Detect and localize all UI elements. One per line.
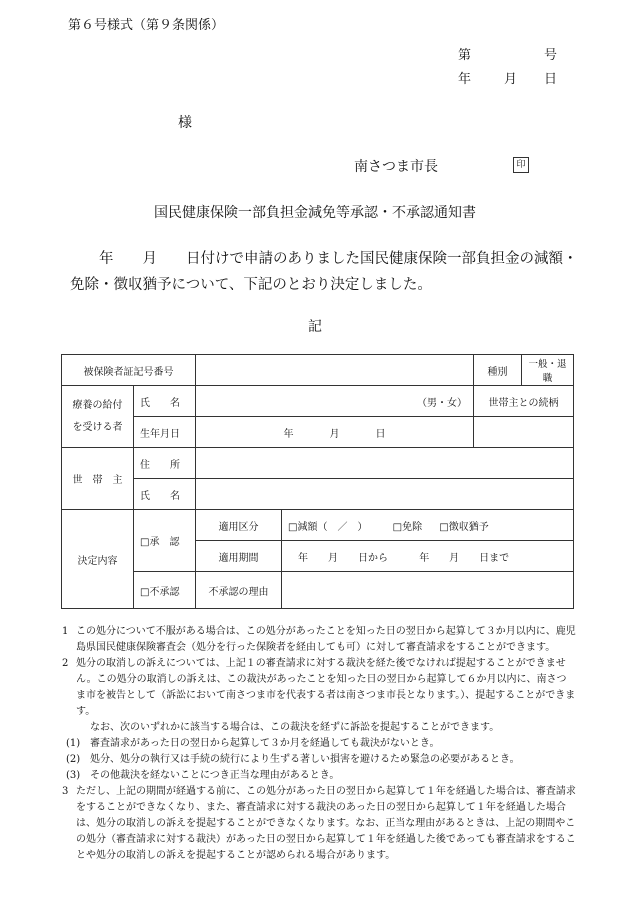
- decision-label: 決定内容: [62, 510, 134, 609]
- form-number-label: 第６号様式（第９条関係）: [68, 18, 225, 33]
- reduce-checkbox[interactable]: □減額（ ／ ）: [288, 521, 368, 533]
- period-label: 適用期間: [196, 541, 282, 572]
- name-label: 氏 名: [134, 386, 196, 417]
- date-day-label: 日: [544, 72, 558, 87]
- sub-2-text: 処分、処分の執行又は手続の続行により生ずる著しい損害を避けるため緊急の必要があるとき。: [90, 754, 520, 765]
- type-label: 種別: [474, 355, 522, 386]
- note-3-text: ただし、上記の期間が経過する前に、この処分があった日の翌日から起算して１年を経過した場合は、審査請求をすることができなくなり、また、審査請求に対する裁決のあった日の翌日から起算して１年を経過した場合は、処分の取消しの訴えを提起することができなくなります。なお、正当な理由があるときは、上記の期間やこの処分（審査請求に対する裁決）があった日の翌日から起算して１年を経過した後であっても審査請求をすることや処分の取消しの訴えを提起することが認められる場合があります。: [76, 786, 576, 861]
- note-2-exception: なお、次のいずれかに該当する場合は、この裁決を経ずに訴訟を提起することができます。: [90, 722, 500, 733]
- householder-label: 世 帯 主: [62, 448, 134, 510]
- recipient-label: [62, 386, 134, 448]
- relation-label: 世帯主との続柄: [474, 386, 574, 417]
- sub-3-number: (3): [66, 770, 81, 781]
- note-2-sub-3: [62, 768, 576, 784]
- sex-options: （男・女）: [417, 397, 468, 409]
- exempt-checkbox[interactable]: □免除: [392, 521, 423, 533]
- notes-section: [62, 624, 576, 864]
- category-options: [282, 510, 574, 541]
- note-3: [62, 784, 576, 864]
- dob-label: 生年月日: [134, 417, 196, 448]
- sub-2-number: (2): [66, 754, 81, 765]
- recipient-label-line1: 療養の給付: [72, 399, 123, 411]
- note-2: [62, 656, 576, 720]
- disapprove-checkbox[interactable]: □不承認: [134, 572, 196, 609]
- address-field[interactable]: [196, 448, 574, 479]
- date-month-label: 月: [504, 72, 518, 87]
- insurance-number-label: 被保険者証記号番号: [62, 355, 196, 386]
- sub-3-text: その他裁決を経ないことにつき正当な理由があるとき。: [90, 770, 340, 781]
- householder-name-field[interactable]: [196, 479, 574, 510]
- document-title: 国民健康保険一部負担金減免等承認・不承認通知書: [154, 205, 476, 221]
- dob-month: 月: [329, 428, 340, 440]
- type-value: 一般・退職: [522, 355, 574, 386]
- note-2-text: 処分の取消しの訴えについては、上記１の審査請求に対する裁決を経た後でなければ提起することができません。この処分の取消しの訴えは、この裁決があったことを知った日の翌日から起算して６か月以内に、南さつま市を被告として（訴訟において南さつま市を代表する者は南さつま市長となります。）、提起することができます。: [76, 658, 576, 717]
- number-dai-label: 第: [458, 48, 472, 63]
- issuer-name: 南さつま市長: [354, 159, 438, 175]
- note-2-number: 2: [62, 658, 69, 669]
- reason-field[interactable]: [282, 572, 574, 609]
- defer-checkbox[interactable]: □徴収猶予: [439, 521, 489, 533]
- recipient-label-line2: を受ける者: [72, 421, 123, 433]
- sub-1-text: 審査請求があった日の翌日から起算して３か月を経過しても裁決がないとき。: [90, 738, 440, 749]
- period-to: 年 月 日まで: [419, 552, 510, 564]
- period-field[interactable]: [282, 541, 574, 572]
- seal-mark: 印: [513, 157, 529, 173]
- note-2-sub-1: [62, 736, 576, 752]
- intro-paragraph: 年 月 日付けで申請のありました国民健康保険一部負担金の減額・免除・徴収猶予について、下記のとおり決定しました。: [70, 251, 578, 293]
- reason-label: 不承認の理由: [196, 572, 282, 609]
- address-label: 住 所: [134, 448, 196, 479]
- addressee-suffix: 様: [178, 115, 192, 131]
- date-year-label: 年: [458, 72, 472, 87]
- dob-field[interactable]: [196, 417, 474, 448]
- note-2-sub-2: [62, 752, 576, 768]
- decision-table: [61, 354, 574, 609]
- name-field[interactable]: [196, 386, 474, 417]
- dob-year: 年: [283, 428, 294, 440]
- insurance-number-field[interactable]: [196, 355, 474, 386]
- category-label: 適用区分: [196, 510, 282, 541]
- note-3-number: 3: [62, 786, 69, 797]
- ki-heading: 記: [308, 319, 322, 335]
- period-from: 年 月 日から: [298, 552, 388, 564]
- householder-name-label: 氏 名: [134, 479, 196, 510]
- sub-1-number: (1): [66, 738, 81, 749]
- dob-day: 日: [375, 428, 386, 440]
- note-1-text: この処分について不服がある場合は、この処分があったことを知った日の翌日から起算して３か月以内に、鹿児島県国民健康保険審査会（処分を行った保険者を経由しても可）に対して審査請求をすることができます。: [76, 626, 576, 653]
- number-go-label: 号: [544, 48, 558, 63]
- note-1: [62, 624, 576, 656]
- note-1-number: 1: [62, 626, 69, 637]
- approve-checkbox[interactable]: □承 認: [134, 510, 196, 572]
- relation-field[interactable]: [474, 417, 574, 448]
